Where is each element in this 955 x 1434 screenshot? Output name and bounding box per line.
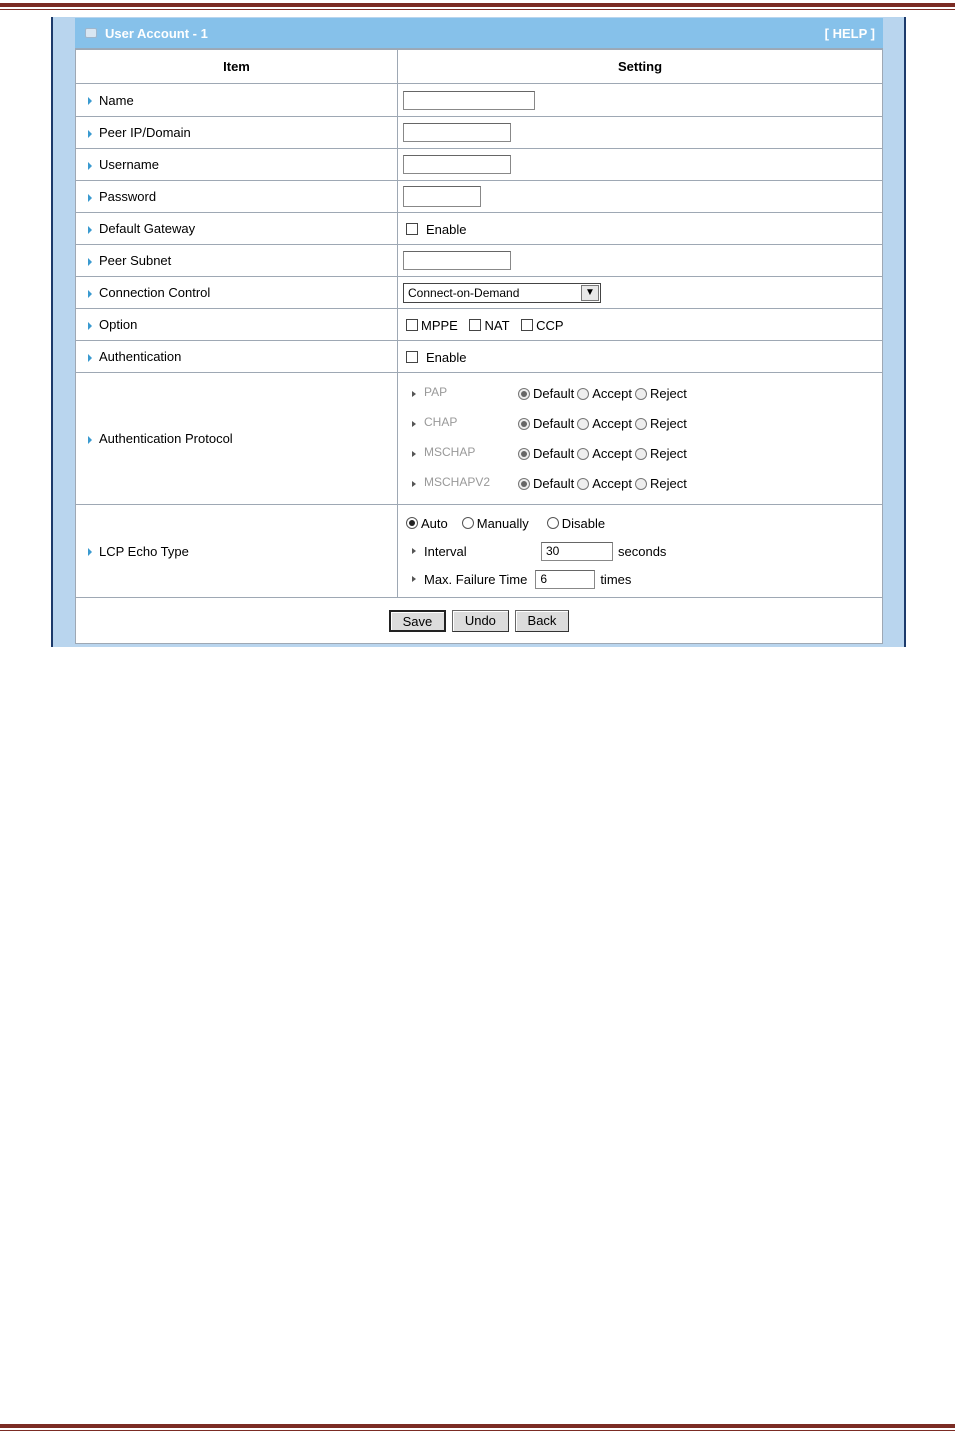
authentication-enable-label: Enable (426, 349, 467, 365)
undo-button[interactable]: Undo (452, 610, 509, 632)
lcp-manually-label: Manually (476, 515, 529, 531)
row-name (76, 84, 883, 117)
mschap-default-radio[interactable] (518, 448, 530, 460)
panel-titlebar (75, 18, 883, 49)
lcp-disable-label: Disable (561, 515, 606, 531)
sub-arrow-icon (412, 421, 416, 427)
lcp-mode-line (406, 509, 882, 537)
default-label: Default (533, 416, 575, 431)
sub-arrow-icon (412, 391, 416, 397)
default-label: Default (533, 476, 575, 491)
protocol-row-pap (412, 379, 882, 409)
panel-icon (85, 28, 97, 38)
row-authentication (76, 341, 883, 373)
bottom-rule (0, 1424, 955, 1431)
bullet-arrow-icon (88, 322, 92, 330)
bullet-arrow-icon (88, 354, 92, 362)
bullet-arrow-icon (88, 162, 92, 170)
bullet-arrow-icon (88, 436, 92, 444)
row-password (76, 181, 883, 213)
default-gateway-label: Default Gateway (99, 221, 196, 236)
sub-arrow-icon (412, 481, 416, 487)
interval-label: Interval (424, 543, 467, 559)
ccp-label: CCP (536, 317, 564, 333)
sub-arrow-icon (412, 576, 416, 582)
lcp-disable-radio[interactable] (547, 517, 559, 529)
row-peer-ip (76, 117, 883, 149)
peer-ip-input[interactable] (403, 123, 511, 142)
bullet-arrow-icon (88, 258, 92, 266)
help-link[interactable]: [ HELP ] (824, 25, 875, 41)
default-gateway-enable-label: Enable (426, 221, 467, 237)
reject-label: Reject (649, 386, 687, 401)
panel-title: User Account - 1 (105, 25, 208, 41)
protocol-name: MSCHAP (424, 444, 476, 459)
mschapv2-reject-radio[interactable] (635, 478, 647, 490)
accept-label: Accept (592, 476, 632, 491)
accept-label: Accept (592, 386, 632, 401)
protocol-row-chap (412, 409, 882, 439)
top-rule (0, 3, 955, 10)
reject-label: Reject (649, 446, 687, 461)
interval-input[interactable] (541, 542, 613, 561)
header-setting: Setting (398, 50, 883, 84)
row-option (76, 309, 883, 341)
chevron-down-icon[interactable]: ▼ (581, 285, 599, 301)
protocol-name: MSCHAPV2 (424, 474, 491, 489)
lcp-auto-radio[interactable] (406, 517, 418, 529)
authentication-label: Authentication (99, 349, 182, 364)
max-failure-input[interactable] (535, 570, 595, 589)
password-input[interactable] (403, 186, 481, 207)
mschap-reject-radio[interactable] (635, 448, 647, 460)
bullet-arrow-icon (88, 130, 92, 138)
sub-arrow-icon (412, 548, 416, 554)
mschap-accept-radio[interactable] (577, 448, 589, 460)
row-username (76, 149, 883, 181)
connection-control-select[interactable] (403, 283, 601, 303)
username-input[interactable] (403, 155, 511, 174)
name-label: Name (99, 92, 134, 108)
protocol-row-mschap (412, 439, 882, 469)
user-account-panel (75, 18, 883, 644)
max-failure-unit: times (600, 571, 632, 587)
protocol-name: PAP (424, 384, 448, 399)
row-peer-subnet (76, 245, 883, 277)
connection-control-label: Connection Control (99, 285, 211, 300)
row-default-gateway (76, 213, 883, 245)
name-input[interactable] (403, 91, 535, 110)
save-button[interactable]: Save (389, 610, 447, 632)
pap-accept-radio[interactable] (577, 388, 589, 400)
lcp-max-failure-line (406, 565, 882, 593)
mschapv2-accept-radio[interactable] (577, 478, 589, 490)
auth-protocol-label: Authentication Protocol (99, 431, 233, 446)
bullet-arrow-icon (88, 226, 92, 234)
bullet-arrow-icon (88, 97, 92, 105)
chap-accept-radio[interactable] (577, 418, 589, 430)
default-label: Default (533, 446, 575, 461)
nat-checkbox[interactable] (469, 319, 481, 331)
default-label: Default (533, 386, 575, 401)
accept-label: Accept (592, 416, 632, 431)
lcp-auto-label: Auto (421, 515, 448, 531)
peer-subnet-label: Peer Subnet (99, 253, 172, 268)
lcp-interval-line (406, 537, 882, 565)
peer-subnet-input[interactable] (403, 251, 511, 270)
pap-reject-radio[interactable] (635, 388, 647, 400)
authentication-checkbox[interactable] (406, 351, 418, 363)
connection-control-value: Connect-on-Demand (408, 285, 520, 300)
mschapv2-default-radio[interactable] (518, 478, 530, 490)
chap-default-radio[interactable] (518, 418, 530, 430)
row-auth-protocol (76, 373, 883, 505)
interval-unit: seconds (618, 543, 667, 559)
nat-label: NAT (484, 317, 510, 333)
header-item: Item (76, 50, 398, 84)
lcp-manually-radio[interactable] (462, 517, 474, 529)
settings-table (75, 49, 883, 644)
mppe-checkbox[interactable] (406, 319, 418, 331)
max-failure-label: Max. Failure Time (424, 571, 528, 587)
chap-reject-radio[interactable] (635, 418, 647, 430)
mppe-label: MPPE (421, 317, 458, 333)
bullet-arrow-icon (88, 194, 92, 202)
default-gateway-checkbox[interactable] (406, 223, 418, 235)
peer-ip-label: Peer IP/Domain (99, 125, 191, 140)
protocol-row-mschapv2 (412, 469, 882, 499)
row-actions (76, 598, 883, 644)
pap-default-radio[interactable] (518, 388, 530, 400)
option-label: Option (99, 317, 138, 332)
back-button[interactable]: Back (515, 610, 570, 632)
sub-arrow-icon (412, 451, 416, 457)
bullet-arrow-icon (88, 290, 92, 298)
lcp-echo-label: LCP Echo Type (99, 543, 189, 559)
password-label: Password (99, 189, 157, 204)
row-lcp-echo (76, 505, 883, 598)
reject-label: Reject (649, 476, 687, 491)
accept-label: Accept (592, 446, 632, 461)
table-header-row (76, 50, 883, 84)
reject-label: Reject (649, 416, 687, 431)
row-connection-control (76, 277, 883, 309)
protocol-name: CHAP (424, 414, 458, 429)
ccp-checkbox[interactable] (521, 319, 533, 331)
username-label: Username (99, 157, 159, 172)
bullet-arrow-icon (88, 548, 92, 556)
